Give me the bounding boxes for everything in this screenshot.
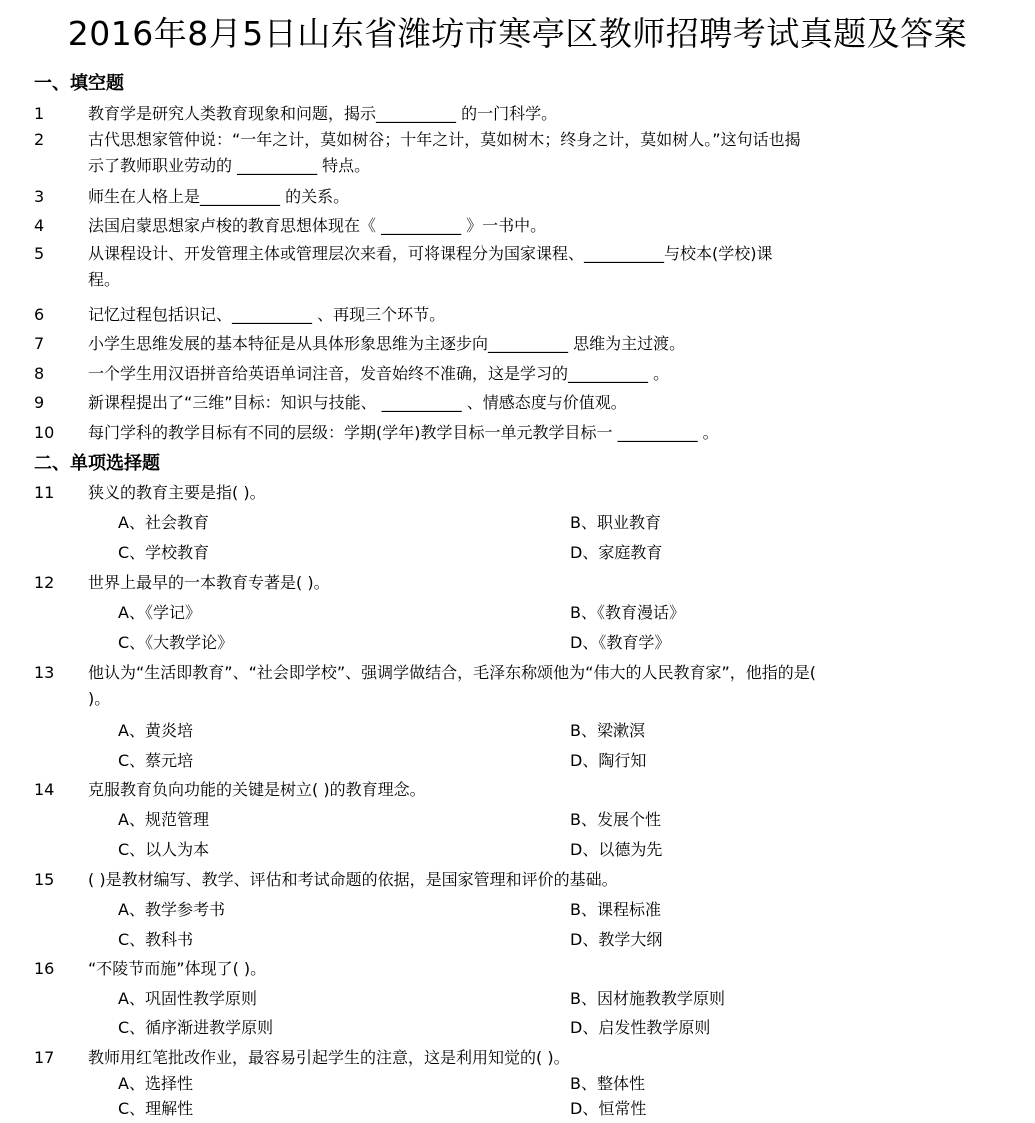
option-c: C、教科书: [118, 930, 194, 949]
option-d: D、启发性教学原则: [570, 1018, 711, 1037]
option-a: A、选择性: [118, 1074, 193, 1093]
option-d: D、家庭教育: [570, 543, 663, 562]
option-a: A、规范管理: [118, 810, 209, 829]
option-b: B、因材施教教学原则: [570, 989, 725, 1008]
question-number: 9: [34, 393, 45, 412]
option-c: C、理解性: [118, 1099, 194, 1118]
question-number: 7: [34, 334, 45, 353]
question-text: 一个学生用汉语拼音给英语单词注音，发音始终不准确，这是学习的__________ 。: [88, 364, 670, 383]
option-d: D、教学大纲: [570, 930, 663, 949]
option-d: D、陶行知: [570, 751, 647, 770]
option-b: B、职业教育: [570, 513, 661, 532]
option-c: C、循序渐进教学原则: [118, 1018, 274, 1037]
question-text: 每门学科的教学目标有不同的层级：学期(学年)教学目标一单元教学目标一 __________ 。: [88, 423, 719, 442]
question-text: 新课程提出了“三维”目标：知识与技能、 __________ 、情感态度与价值观。: [88, 393, 627, 412]
question-text: “不陵节而施”体现了( )。: [88, 959, 267, 978]
question-text: 他认为“生活即教育”、“社会即学校”、强调学做结合，毛泽东称颂他为“伟大的人民教育家”，他指的是( )。: [88, 663, 816, 708]
question-text: 教师用红笔批改作业，最容易引起学生的注意，这是利用知觉的( )。: [88, 1048, 570, 1067]
question-number: 4: [34, 216, 45, 235]
question-number: 15: [34, 870, 55, 889]
question-number: 17: [34, 1048, 55, 1067]
question-number: 2: [34, 130, 45, 149]
option-a: A、黄炎培: [118, 721, 193, 740]
question-text: 狭义的教育主要是指( )。: [88, 483, 266, 502]
question-number: 1: [34, 104, 45, 123]
question-text: 记忆过程包括识记、__________ 、再现三个环节。: [88, 305, 446, 324]
option-b: B、整体性: [570, 1074, 645, 1093]
option-d: D、以德为先: [570, 840, 663, 859]
question-number: 10: [34, 423, 55, 442]
question-text: 教育学是研究人类教育现象和问题，揭示__________ 的一门科学。: [88, 104, 558, 123]
option-c: C、学校教育: [118, 543, 210, 562]
question-text: 古代思想家管仲说：“一年之计，莫如树谷；十年之计，莫如树木；终身之计，莫如树人。”这句话也揭 示了教师职业劳动的 __________ 特点。: [88, 130, 801, 175]
question-number: 12: [34, 573, 55, 592]
option-b: B、发展个性: [570, 810, 661, 829]
question-text: ( )是教材编写、教学、评估和考试命题的依据，是国家管理和评价的基础。: [88, 870, 618, 889]
question-number: 3: [34, 187, 45, 206]
section-heading-fill-in-blank: 一、填空题: [34, 73, 124, 94]
option-d: D、恒常性: [570, 1099, 647, 1118]
option-a: A、《学记》: [118, 603, 201, 622]
option-b: B、《教育漫话》: [570, 603, 685, 622]
document-title: 2016年8月5日山东省潍坊市寒亭区教师招聘考试真题及答案: [67, 14, 968, 53]
option-d: D、《教育学》: [570, 633, 671, 652]
question-number: 16: [34, 959, 55, 978]
question-number: 13: [34, 663, 55, 682]
question-text: 克服教育负向功能的关键是树立( )的教育理念。: [88, 780, 426, 799]
question-number: 8: [34, 364, 45, 383]
question-text: 从课程设计、开发管理主体或管理层次来看，可将课程分为国家课程、__________与校本(学校)课 程。: [88, 244, 773, 289]
question-text: 法国启蒙思想家卢梭的教育思想体现在《 __________ 》一书中。: [88, 216, 547, 235]
question-text: 师生在人格上是__________ 的关系。: [88, 187, 350, 206]
question-number: 11: [34, 483, 55, 502]
option-b: B、课程标准: [570, 900, 661, 919]
question-text: 小学生思维发展的基本特征是从具体形象思维为主逐步向__________ 思维为主过渡。: [88, 334, 686, 353]
option-c: C、蔡元培: [118, 751, 194, 770]
question-number: 5: [34, 244, 45, 263]
question-number: 14: [34, 780, 55, 799]
option-c: C、以人为本: [118, 840, 210, 859]
option-a: A、社会教育: [118, 513, 209, 532]
section-heading-single-choice: 二、单项选择题: [34, 453, 160, 474]
option-c: C、《大教学论》: [118, 633, 234, 652]
option-a: A、教学参考书: [118, 900, 225, 919]
option-b: B、梁漱溟: [570, 721, 645, 740]
question-text: 世界上最早的一本教育专著是( )。: [88, 573, 330, 592]
option-a: A、巩固性教学原则: [118, 989, 257, 1008]
question-number: 6: [34, 305, 45, 324]
